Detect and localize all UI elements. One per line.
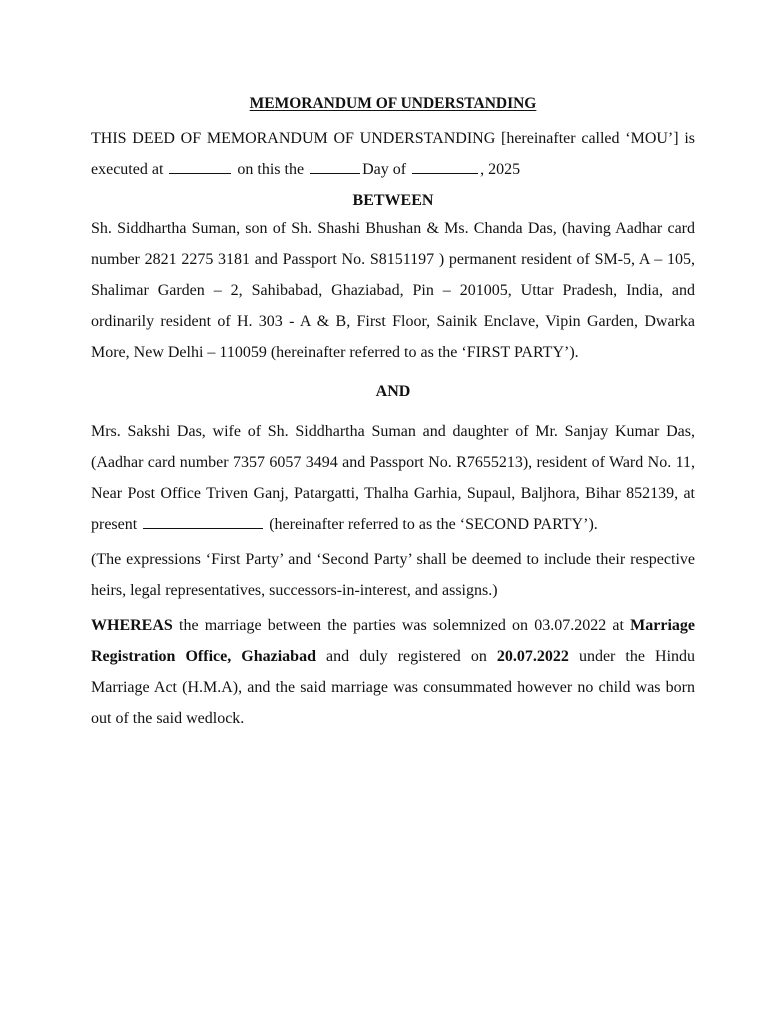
intro-paragraph xyxy=(91,123,695,185)
place-blank xyxy=(169,172,231,174)
whereas-keyword: WHEREAS xyxy=(91,617,173,634)
second-party-text-2: (hereinafter referred to as the ‘SECOND PARTY’). xyxy=(269,516,598,533)
whereas-text-3: under the Hindu Marriage Act (H.M.A), and the said marriage was consummated however no child was born out of the said wedlock. xyxy=(91,648,696,727)
day-blank xyxy=(310,172,360,174)
and-heading: AND xyxy=(375,383,411,400)
between-heading: BETWEEN xyxy=(352,192,434,209)
month-blank xyxy=(412,172,478,174)
whereas-paragraph xyxy=(91,610,695,734)
document-title: MEMORANDUM OF UNDERSTANDING xyxy=(249,95,537,112)
intro-text-1: THIS DEED OF MEMORANDUM OF UNDERSTANDING [hereinafter called ‘MOU’] is executed at xyxy=(91,130,695,178)
first-party-paragraph: Sh. Siddhartha Suman, son of Sh. Shashi Bhushan & Ms. Chanda Das, (having Aadhar card number 2821 2275 3181 and Passport No. S8151197 ) permanent resident of SM-5, A – 105, Shalimar Garden – 2, Sahibabad, Ghaziabad, Pin – 201005, Uttar Pradesh, India, and ordinarily resident of H. 303 - A & B, First Floor, Sainik Enclave, Vipin Garden, Dwarka More, New Delhi – 110059 (hereinafter referred to as the ‘FIRST PARTY’). xyxy=(91,220,695,361)
registration-date: 20.07.2022 xyxy=(496,648,569,665)
intro-text-3: Day of xyxy=(362,161,407,178)
document-body xyxy=(91,92,695,734)
intro-text-2: on this the xyxy=(237,161,305,178)
second-party-paragraph xyxy=(91,416,695,540)
present-address-blank xyxy=(143,527,263,529)
whereas-text-1: the marriage between the parties was solemnized on 03.07.2022 at xyxy=(179,617,624,634)
registration-place: Marriage Registration Office, Ghaziabad xyxy=(91,617,696,665)
whereas-text-2: and duly registered on xyxy=(326,648,487,665)
second-party-text-1: Mrs. Sakshi Das, wife of Sh. Siddhartha Suman and daughter of Mr. Sanjay Kumar Das, (Aadhar card number 7357 6057 3494 and Passport No. R7655213), resident of Ward No. 11, Near Post Office Triven Ganj, Patargatti, Thalha Garhia, Supaul, Baljhora, Bihar 852139, at present xyxy=(91,423,695,533)
expressions-paragraph: (The expressions ‘First Party’ and ‘Second Party’ shall be deemed to include their respective heirs, legal representatives, successors-in-interest, and assigns.) xyxy=(91,551,695,599)
intro-text-4: , 2025 xyxy=(480,161,521,178)
